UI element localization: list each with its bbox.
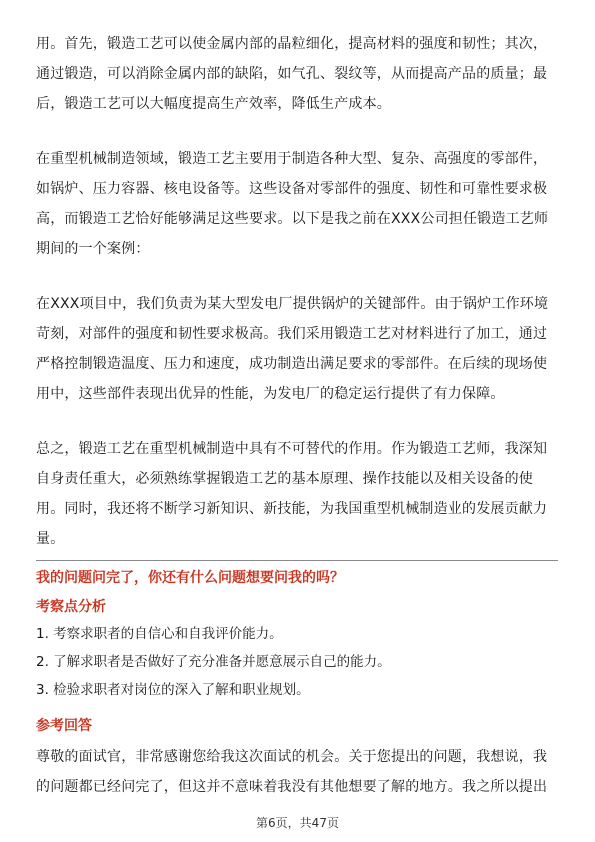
- text-line: 尊敬的面试官，非常感谢您给我这次面试的机会。关于您提出的问题，我想说，我: [36, 749, 548, 765]
- interview-question: 我的问题问完了，你还有什么问题想要问我的吗？: [36, 570, 344, 586]
- paragraph-heavy-machinery: [36, 144, 558, 264]
- reference-heading: 参考回答: [36, 718, 92, 734]
- paragraph-case-study: [36, 289, 558, 409]
- text-line: 用。同时，我还将不断学习新知识、新技能，为我国重型机械制造业的发展贡献力: [36, 501, 548, 517]
- page-number: 第6页，共47页: [256, 816, 339, 830]
- section-divider: [36, 560, 558, 561]
- text-line: 在重型机械制造领域，锻造工艺主要用于制造各种大型、复杂、高强度的零部件，: [36, 151, 548, 167]
- text-line: 通过锻造，可以消除金属内部的缺陷，如气孔、裂纹等，从而提高产品的质量；最: [36, 66, 548, 82]
- text-line: 高，而锻造工艺恰好能够满足这些要求。以下是我之前在XXX公司担任锻造工艺师: [36, 211, 549, 227]
- reference-answer: [36, 742, 558, 802]
- document-body: [36, 0, 558, 554]
- text-line: 苛刻，对部件的强度和韧性要求极高。我们采用锻造工艺对材料进行了加工，通过: [36, 326, 548, 342]
- text-line: 严格控制锻造温度、压力和速度，成功制造出满足要求的零部件。在后续的现场使: [36, 356, 548, 372]
- analysis-item: 2. 了解求职者是否做好了充分准备并愿意展示自己的能力。: [36, 654, 391, 670]
- paragraph-forging-benefits: [36, 29, 558, 119]
- analysis-item: 3. 检验求职者对岗位的深入了解和职业规划。: [36, 682, 310, 698]
- text-line: 在XXX项目中，我们负责为某大型发电厂提供锅炉的关键部件。由于锅炉工作环境: [36, 296, 549, 312]
- analysis-heading: 考察点分析: [36, 599, 106, 615]
- text-line: 总之，锻造工艺在重型机械制造中具有不可替代的作用。作为锻造工艺师，我深知: [36, 441, 548, 457]
- text-line: 期间的一个案例：: [36, 241, 150, 257]
- text-line: 用中，这些部件表现出优异的性能，为发电厂的稳定运行提供了有力保障。: [36, 386, 505, 402]
- text-line: 后，锻造工艺可以大幅度提高生产效率，降低生产成本。: [36, 96, 391, 112]
- text-line: 自身责任重大，必须熟练掌握锻造工艺的基本原理、操作技能以及相关设备的使: [36, 471, 533, 487]
- text-line: 量。: [36, 531, 65, 547]
- text-line: 用。首先，锻造工艺可以使金属内部的晶粒细化，提高材料的强度和韧性；其次，: [36, 36, 548, 52]
- text-line: 的问题都已经问完了，但这并不意味着我没有其他想要了解的地方。我之所以提出: [36, 779, 548, 795]
- analysis-item: 1. 考察求职者的自信心和自我评价能力。: [36, 626, 283, 642]
- paragraph-conclusion: [36, 434, 558, 554]
- text-line: 如锅炉、压力容器、核电设备等。这些设备对零部件的强度、韧性和可靠性要求极: [36, 181, 548, 197]
